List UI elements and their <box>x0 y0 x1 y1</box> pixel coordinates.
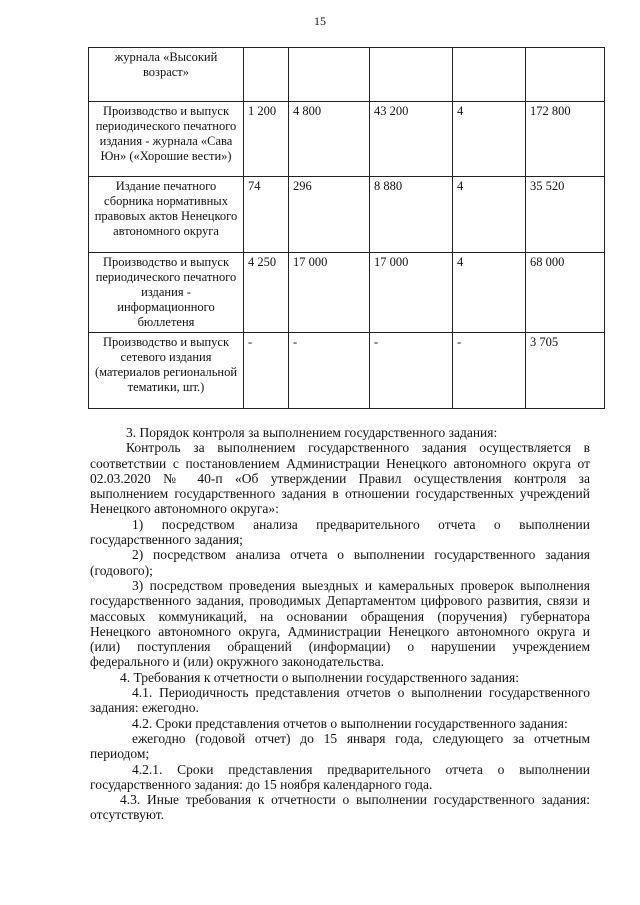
table-cell: 4 250 <box>244 253 289 333</box>
table-cell <box>526 48 605 102</box>
section-4-heading: 4. Требования к отчетности о выполнении государственного задания: <box>120 669 519 685</box>
table-cell: 1 200 <box>244 102 289 177</box>
table-cell: - <box>244 333 289 409</box>
paragraph-4-2-deadline: ежегодно (годовой отчет) до 15 января года, следующего за отчетным периодом; <box>90 730 590 762</box>
control-item-2: 2) посредством анализа отчета о выполнении государственного задания (годового); <box>90 547 590 578</box>
table-cell-name: Производство и выпуск периодического печатного издания - журнала «Сава Юн» («Хорошие вести») <box>89 102 244 177</box>
table-cell: 43 200 <box>370 102 453 177</box>
table-cell: 296 <box>289 177 370 253</box>
table-row <box>89 177 605 253</box>
table-cell: 4 <box>453 177 526 253</box>
table-cell: 3 705 <box>526 333 605 409</box>
section-3-intro: Контроль за выполнением государственного задания осуществляется в соответствии с постановлением Администрации Ненецкого автономного округа от 02.03.2020 № 40-п «Об утверждении Правил осуществления контроля за выполнением государственного задания в отношении государственных учреждений Ненецкого автономного округа»: <box>90 440 590 517</box>
table-cell: 68 000 <box>526 253 605 333</box>
table-cell-name: Производство и выпуск периодического печатного издания - информационного бюллетеня <box>89 253 244 333</box>
table-row <box>89 48 605 102</box>
table-row <box>89 333 605 409</box>
table-row <box>89 102 605 177</box>
control-item-3: 3) посредством проведения выездных и камеральных проверок выполнения государственного задания, проводимых Департаментом цифрового развития, связи и массовых коммуникаций, на основании обращения (поручения) губернатора Ненецкого автономного округа, Администрации Ненецкого автономного округа и (или) поступления обращений (информации) о нарушении учреждением федерального и (или) окружного законодательства. <box>90 577 590 670</box>
page-number: 15 <box>314 14 326 28</box>
section-3-heading: 3. Порядок контроля за выполнением государственного задания: <box>126 425 498 440</box>
table-cell: - <box>289 333 370 409</box>
paragraph-4-3: 4.3. Иные требования к отчетности о выполнении государственного задания: отсутствуют. <box>90 792 590 823</box>
table-cell: 172 800 <box>526 102 605 177</box>
table-cell-name: журнала «Высокий возраст» <box>89 48 244 102</box>
table-cell: 4 800 <box>289 102 370 177</box>
paragraph-4-2-1: 4.2.1. Сроки представления предварительного отчета о выполнении государственного задания: до 15 ноября календарного года. <box>90 761 590 792</box>
table-cell: 8 880 <box>370 177 453 253</box>
paragraph-4-2: 4.2. Сроки представления отчетов о выполнении государственного задания: <box>132 715 568 731</box>
table-cell: 4 <box>453 102 526 177</box>
table-cell <box>453 48 526 102</box>
table-cell: 35 520 <box>526 177 605 253</box>
body-text <box>90 425 590 823</box>
table-row <box>89 253 605 333</box>
table-cell: - <box>453 333 526 409</box>
table-cell <box>370 48 453 102</box>
table-cell: 17 000 <box>370 253 453 333</box>
table-cell-name: Производство и выпуск сетевого издания (материалов региональной тематики, шт.) <box>89 333 244 409</box>
services-table <box>88 47 605 409</box>
table-cell: 4 <box>453 253 526 333</box>
table-cell: 17 000 <box>289 253 370 333</box>
table-cell <box>244 48 289 102</box>
paragraph-4-1: 4.1. Периодичность представления отчетов о выполнении государственного задания: ежегодно. <box>90 685 590 716</box>
table-cell: 74 <box>244 177 289 253</box>
table-cell <box>289 48 370 102</box>
table-cell-name: Издание печатного сборника нормативных правовых актов Ненецкого автономного округа <box>89 177 244 253</box>
control-item-1: 1) посредством анализа предварительного отчета о выполнении государственного задания; <box>90 516 590 548</box>
table-cell: - <box>370 333 453 409</box>
